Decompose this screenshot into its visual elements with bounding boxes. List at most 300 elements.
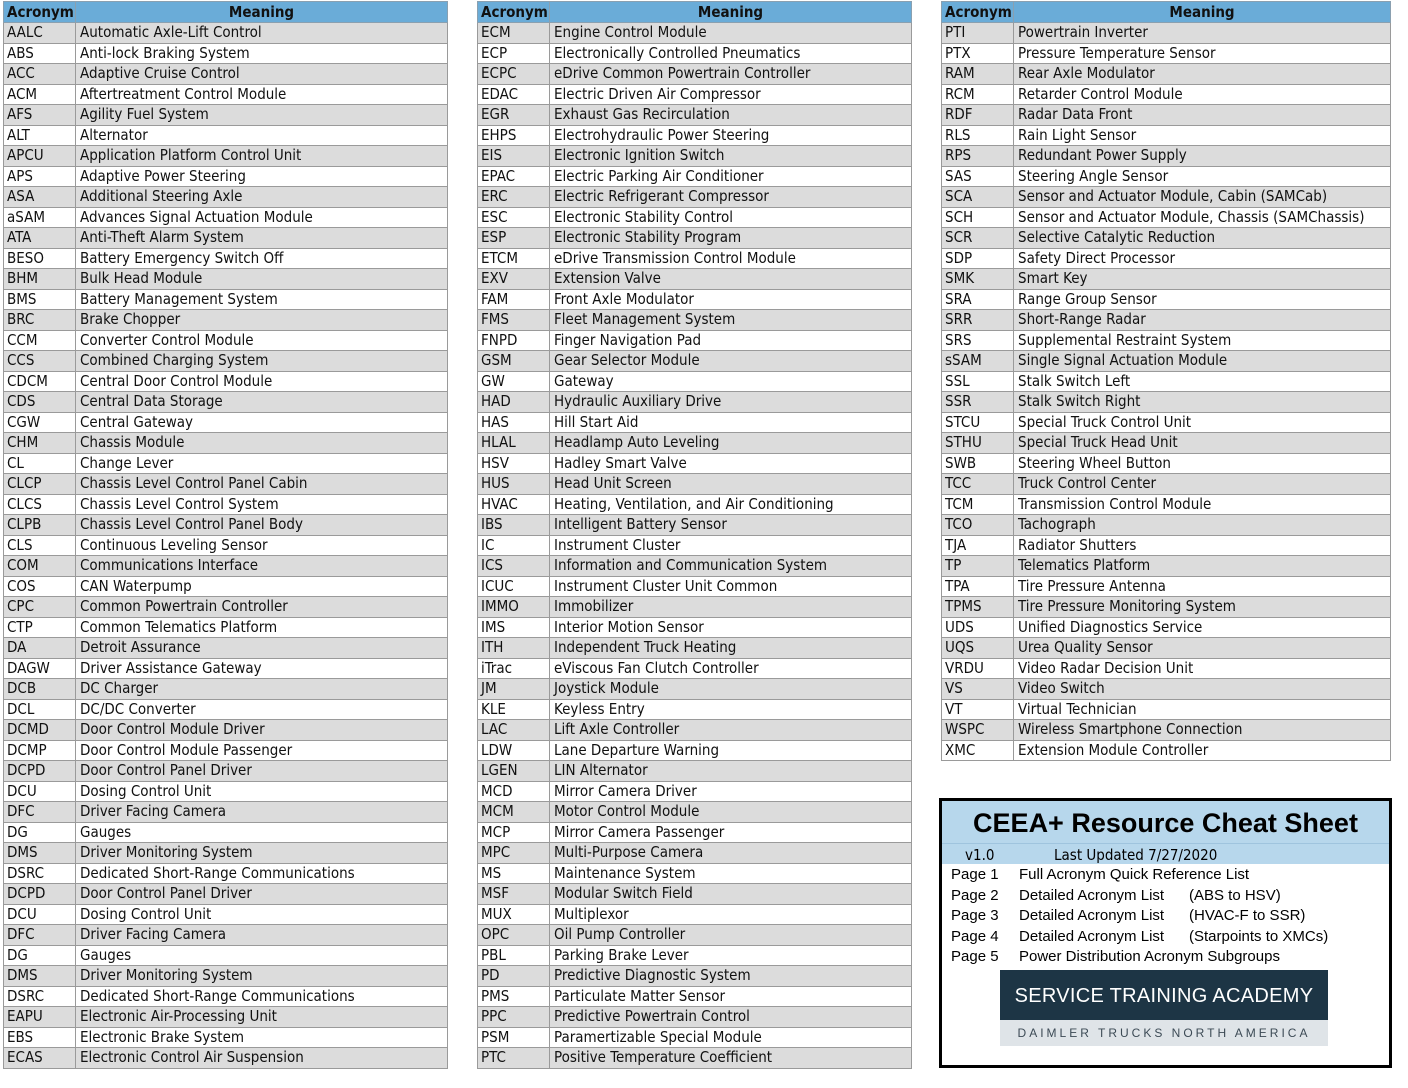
acronym-cell: SSL: [942, 371, 1014, 392]
meaning-cell: Anti-lock Braking System: [76, 43, 448, 64]
table-row: [478, 23, 912, 44]
table-row: [4, 699, 448, 720]
table-row: [942, 289, 1391, 310]
table-row: [478, 207, 912, 228]
meaning-cell: Rain Light Sensor: [1014, 125, 1391, 146]
acronym-cell: RAM: [942, 64, 1014, 85]
acronym-cell: BESO: [4, 248, 76, 269]
table-row: [4, 740, 448, 761]
acronym-cell: UDS: [942, 617, 1014, 638]
table-row: [4, 207, 448, 228]
table-row: [4, 330, 448, 351]
meaning-cell: Interior Motion Sensor: [550, 617, 912, 638]
page-number: Page 1: [951, 866, 999, 883]
acronym-cell: SDP: [942, 248, 1014, 269]
acronym-cell: CLPB: [4, 515, 76, 536]
page-description: Full Acronym Quick Reference List: [1019, 866, 1250, 883]
acronym-cell: SSR: [942, 392, 1014, 413]
meaning-cell: Radar Data Front: [1014, 105, 1391, 126]
page-range: (HVAC-F to SSR): [1189, 907, 1306, 924]
meaning-cell: Hadley Smart Valve: [550, 453, 912, 474]
meaning-cell: Electrohydraulic Power Steering: [550, 125, 912, 146]
table-row: [4, 781, 448, 802]
acronym-cell: ALT: [4, 125, 76, 146]
meaning-cell: Mirror Camera Passenger: [550, 822, 912, 843]
meaning-cell: Video Switch: [1014, 679, 1391, 700]
acronym-cell: IMS: [478, 617, 550, 638]
table-row: [4, 884, 448, 905]
table-row: [4, 187, 448, 208]
table-row: [478, 720, 912, 741]
acronym-cell: SCR: [942, 228, 1014, 249]
table-row: [942, 699, 1391, 720]
acronym-cell: PPC: [478, 1007, 550, 1028]
table-row: [4, 412, 448, 433]
acronym-cell: BMS: [4, 289, 76, 310]
table-row: [942, 43, 1391, 64]
acronym-cell: ETCM: [478, 248, 550, 269]
acronym-cell: CLCS: [4, 494, 76, 515]
meaning-cell: Agility Fuel System: [76, 105, 448, 126]
table-row: [4, 1048, 448, 1069]
table-row: [942, 187, 1391, 208]
meaning-cell: Front Axle Modulator: [550, 289, 912, 310]
table-row: [4, 720, 448, 741]
acronym-cell: APS: [4, 166, 76, 187]
acronym-cell: AFS: [4, 105, 76, 126]
acronym-cell: JM: [478, 679, 550, 700]
table-row: [942, 248, 1391, 269]
table-row: [4, 1027, 448, 1048]
table-row: [942, 453, 1391, 474]
meaning-cell: Multiplexor: [550, 904, 912, 925]
table-row: [4, 371, 448, 392]
table-row: [942, 166, 1391, 187]
meaning-cell: Selective Catalytic Reduction: [1014, 228, 1391, 249]
meaning-cell: Battery Management System: [76, 289, 448, 310]
acronym-cell: PD: [478, 966, 550, 987]
table-row: [4, 228, 448, 249]
table-row: [478, 515, 912, 536]
table-row: [4, 822, 448, 843]
table-row: [4, 597, 448, 618]
page-description: Detailed Acronym List: [1019, 927, 1165, 945]
table-row: [478, 617, 912, 638]
table-row: [942, 351, 1391, 372]
table-row: [478, 84, 912, 105]
meaning-cell: Particulate Matter Sensor: [550, 986, 912, 1007]
table-row: [4, 494, 448, 515]
table-row: [478, 658, 912, 679]
meaning-cell: Powertrain Inverter: [1014, 23, 1391, 44]
table-row: [942, 330, 1391, 351]
acronym-cell: EHPS: [478, 125, 550, 146]
table-row: [4, 945, 448, 966]
page-description: Detailed Acronym List: [1019, 886, 1165, 904]
acronym-cell: MCM: [478, 802, 550, 823]
acronym-cell: CGW: [4, 412, 76, 433]
table-row: [4, 125, 448, 146]
table-row: [478, 105, 912, 126]
table-row: [4, 105, 448, 126]
acronym-cell: SCA: [942, 187, 1014, 208]
acronym-cell: DA: [4, 638, 76, 659]
acronym-cell: SAS: [942, 166, 1014, 187]
acronym-cell: TCO: [942, 515, 1014, 536]
acronym-cell: RLS: [942, 125, 1014, 146]
table-row: [4, 351, 448, 372]
acronym-cell: ECP: [478, 43, 550, 64]
table-row: [478, 1048, 912, 1069]
table-row: [478, 392, 912, 413]
meaning-cell: Dosing Control Unit: [76, 904, 448, 925]
meaning-cell: Positive Temperature Coefficient: [550, 1048, 912, 1069]
table-row: [942, 720, 1391, 741]
table-row: [478, 289, 912, 310]
meaning-cell: Adaptive Cruise Control: [76, 64, 448, 85]
meaning-cell: Head Unit Screen: [550, 474, 912, 495]
meaning-cell: Lane Departure Warning: [550, 740, 912, 761]
table-row: [4, 576, 448, 597]
acronym-table-2: [477, 1, 912, 1069]
acronym-cell: IBS: [478, 515, 550, 536]
table-row: [4, 146, 448, 167]
acronym-cell: FNPD: [478, 330, 550, 351]
table-row: [478, 433, 912, 454]
meaning-cell: Multi-Purpose Camera: [550, 843, 912, 864]
meaning-cell: Tire Pressure Monitoring System: [1014, 597, 1391, 618]
table-row: [4, 638, 448, 659]
table-row: [4, 535, 448, 556]
meaning-cell: Driver Monitoring System: [76, 966, 448, 987]
meaning-cell: Special Truck Head Unit: [1014, 433, 1391, 454]
page-range: (Starpoints to XMCs): [1189, 927, 1329, 945]
table-row: [478, 494, 912, 515]
meaning-cell: Driver Monitoring System: [76, 843, 448, 864]
table-row: [478, 228, 912, 249]
acronym-cell: TPMS: [942, 597, 1014, 618]
acronym-header: Acronym: [4, 2, 76, 23]
meaning-cell: Single Signal Actuation Module: [1014, 351, 1391, 372]
meaning-cell: Redundant Power Supply: [1014, 146, 1391, 167]
meaning-cell: DC Charger: [76, 679, 448, 700]
table-row: [4, 925, 448, 946]
meaning-cell: Unified Diagnostics Service: [1014, 617, 1391, 638]
page-number: Page 5: [951, 948, 999, 965]
meaning-cell: Electronically Controlled Pneumatics: [550, 43, 912, 64]
table-row: [4, 1007, 448, 1028]
acronym-cell: DFC: [4, 925, 76, 946]
table-row: [4, 43, 448, 64]
table-row: [478, 125, 912, 146]
table-row: [478, 1027, 912, 1048]
table-row: [478, 822, 912, 843]
table-row: [4, 986, 448, 1007]
table-row: [942, 679, 1391, 700]
meaning-cell: Chassis Module: [76, 433, 448, 454]
meaning-cell: Radiator Shutters: [1014, 535, 1391, 556]
table-row: [478, 535, 912, 556]
page-number: Page 2: [951, 886, 999, 904]
meaning-cell: Electronic Stability Program: [550, 228, 912, 249]
acronym-cell: UQS: [942, 638, 1014, 659]
table-row: [478, 863, 912, 884]
table-row: [4, 64, 448, 85]
meaning-cell: Rear Axle Modulator: [1014, 64, 1391, 85]
acronym-cell: PTC: [478, 1048, 550, 1069]
page-index-row: [942, 906, 1389, 927]
meaning-cell: Telematics Platform: [1014, 556, 1391, 577]
meaning-cell: Chassis Level Control Panel Cabin: [76, 474, 448, 495]
meaning-cell: Oil Pump Controller: [550, 925, 912, 946]
table-row: [942, 310, 1391, 331]
acronym-cell: SRA: [942, 289, 1014, 310]
meaning-cell: Stalk Switch Right: [1014, 392, 1391, 413]
meaning-cell: Fleet Management System: [550, 310, 912, 331]
meaning-cell: eDrive Common Powertrain Controller: [550, 64, 912, 85]
meaning-cell: Headlamp Auto Leveling: [550, 433, 912, 454]
meaning-cell: Steering Angle Sensor: [1014, 166, 1391, 187]
meaning-header: Meaning: [550, 2, 912, 23]
meaning-cell: Additional Steering Axle: [76, 187, 448, 208]
table-row: [478, 945, 912, 966]
meaning-cell: Finger Navigation Pad: [550, 330, 912, 351]
acronym-cell: CHM: [4, 433, 76, 454]
acronym-cell: ATA: [4, 228, 76, 249]
meaning-cell: Battery Emergency Switch Off: [76, 248, 448, 269]
meaning-cell: DC/DC Converter: [76, 699, 448, 720]
table-row: [942, 228, 1391, 249]
meaning-cell: Door Control Panel Driver: [76, 884, 448, 905]
meaning-cell: Advances Signal Actuation Module: [76, 207, 448, 228]
acronym-cell: XMC: [942, 740, 1014, 761]
meaning-cell: LIN Alternator: [550, 761, 912, 782]
meaning-cell: Dosing Control Unit: [76, 781, 448, 802]
table-row: [4, 904, 448, 925]
meaning-cell: Electronic Ignition Switch: [550, 146, 912, 167]
acronym-cell: MUX: [478, 904, 550, 925]
meaning-cell: Electronic Air-Processing Unit: [76, 1007, 448, 1028]
acronym-cell: DMS: [4, 966, 76, 987]
meaning-cell: Pressure Temperature Sensor: [1014, 43, 1391, 64]
acronym-cell: MCD: [478, 781, 550, 802]
meaning-cell: Door Control Panel Driver: [76, 761, 448, 782]
logo-subtitle: DAIMLER TRUCKS NORTH AMERICA: [1000, 1020, 1328, 1046]
meaning-cell: Tachograph: [1014, 515, 1391, 536]
acronym-cell: APCU: [4, 146, 76, 167]
acronym-cell: FAM: [478, 289, 550, 310]
meaning-cell: Electronic Control Air Suspension: [76, 1048, 448, 1069]
meaning-cell: Safety Direct Processor: [1014, 248, 1391, 269]
table-row: [942, 64, 1391, 85]
table-row: [4, 761, 448, 782]
meaning-cell: Electric Driven Air Compressor: [550, 84, 912, 105]
page-range: (ABS to HSV): [1189, 886, 1281, 904]
acronym-cell: OPC: [478, 925, 550, 946]
table-row: [478, 248, 912, 269]
table-row: [478, 638, 912, 659]
acronym-cell: SMK: [942, 269, 1014, 290]
meaning-cell: Driver Assistance Gateway: [76, 658, 448, 679]
logo-title: SERVICE TRAINING ACADEMY: [1000, 970, 1328, 1020]
acronym-cell: DMS: [4, 843, 76, 864]
meaning-cell: Transmission Control Module: [1014, 494, 1391, 515]
acronym-cell: GW: [478, 371, 550, 392]
table-row: [4, 84, 448, 105]
meaning-cell: CAN Waterpump: [76, 576, 448, 597]
table-row: [478, 43, 912, 64]
meaning-cell: Brake Chopper: [76, 310, 448, 331]
table-header-row: [942, 2, 1391, 23]
acronym-cell: ECAS: [4, 1048, 76, 1069]
meaning-cell: Modular Switch Field: [550, 884, 912, 905]
acronym-cell: MPC: [478, 843, 550, 864]
acronym-cell: VRDU: [942, 658, 1014, 679]
meaning-cell: Video Radar Decision Unit: [1014, 658, 1391, 679]
meaning-cell: Gauges: [76, 945, 448, 966]
acronym-cell: ACC: [4, 64, 76, 85]
meaning-cell: Predictive Diagnostic System: [550, 966, 912, 987]
acronym-cell: ESC: [478, 207, 550, 228]
meaning-cell: Urea Quality Sensor: [1014, 638, 1391, 659]
meaning-cell: Range Group Sensor: [1014, 289, 1391, 310]
table-row: [4, 802, 448, 823]
acronym-cell: CL: [4, 453, 76, 474]
acronym-cell: TCM: [942, 494, 1014, 515]
table-row: [942, 412, 1391, 433]
acronym-cell: iTrac: [478, 658, 550, 679]
page-number: Page 3: [951, 907, 999, 924]
table-row: [942, 269, 1391, 290]
meaning-cell: Electric Parking Air Conditioner: [550, 166, 912, 187]
acronym-cell: ICS: [478, 556, 550, 577]
acronym-cell: DG: [4, 945, 76, 966]
table-row: [942, 84, 1391, 105]
meaning-cell: Mirror Camera Driver: [550, 781, 912, 802]
meaning-cell: Electronic Brake System: [76, 1027, 448, 1048]
acronym-cell: HLAL: [478, 433, 550, 454]
meaning-cell: Gauges: [76, 822, 448, 843]
acronym-cell: TP: [942, 556, 1014, 577]
version-label: v1.0: [965, 846, 995, 864]
acronym-cell: CCM: [4, 330, 76, 351]
meaning-cell: Engine Control Module: [550, 23, 912, 44]
meaning-cell: Gear Selector Module: [550, 351, 912, 372]
meaning-cell: Extension Module Controller: [1014, 740, 1391, 761]
table-row: [4, 556, 448, 577]
table-row: [478, 412, 912, 433]
table-row: [942, 433, 1391, 454]
acronym-cell: DCL: [4, 699, 76, 720]
meaning-cell: Motor Control Module: [550, 802, 912, 823]
table-row: [942, 576, 1391, 597]
acronym-cell: IC: [478, 535, 550, 556]
last-updated-label: Last Updated 7/27/2020: [1054, 846, 1218, 864]
meaning-cell: Driver Facing Camera: [76, 802, 448, 823]
table-row: [4, 966, 448, 987]
acronym-cell: DCB: [4, 679, 76, 700]
meaning-cell: Smart Key: [1014, 269, 1391, 290]
acronym-cell: PSM: [478, 1027, 550, 1048]
table-row: [478, 576, 912, 597]
acronym-cell: HSV: [478, 453, 550, 474]
acronym-cell: SWB: [942, 453, 1014, 474]
meaning-cell: eViscous Fan Clutch Controller: [550, 658, 912, 679]
table-row: [942, 638, 1391, 659]
table-header-row: [478, 2, 912, 23]
table-row: [942, 125, 1391, 146]
meaning-cell: Central Data Storage: [76, 392, 448, 413]
acronym-cell: DCMD: [4, 720, 76, 741]
meaning-cell: Anti-Theft Alarm System: [76, 228, 448, 249]
meaning-cell: Lift Axle Controller: [550, 720, 912, 741]
table-row: [478, 351, 912, 372]
meaning-cell: Central Gateway: [76, 412, 448, 433]
meaning-cell: Hill Start Aid: [550, 412, 912, 433]
meaning-cell: Short-Range Radar: [1014, 310, 1391, 331]
acronym-cell: RDF: [942, 105, 1014, 126]
meaning-cell: Aftertreatment Control Module: [76, 84, 448, 105]
meaning-cell: Paramertizable Special Module: [550, 1027, 912, 1048]
table-row: [478, 884, 912, 905]
acronym-cell: RCM: [942, 84, 1014, 105]
meaning-cell: Door Control Module Passenger: [76, 740, 448, 761]
acronym-cell: DFC: [4, 802, 76, 823]
table-row: [478, 904, 912, 925]
meaning-cell: Alternator: [76, 125, 448, 146]
meaning-cell: Sensor and Actuator Module, Chassis (SAMChassis): [1014, 207, 1391, 228]
acronym-cell: sSAM: [942, 351, 1014, 372]
meaning-cell: Truck Control Center: [1014, 474, 1391, 495]
acronym-cell: MCP: [478, 822, 550, 843]
meaning-cell: Continuous Leveling Sensor: [76, 535, 448, 556]
meaning-cell: Predictive Powertrain Control: [550, 1007, 912, 1028]
meaning-cell: Wireless Smartphone Connection: [1014, 720, 1391, 741]
acronym-cell: VT: [942, 699, 1014, 720]
page-index-row: [942, 927, 1389, 948]
table-row: [4, 166, 448, 187]
acronym-cell: ACM: [4, 84, 76, 105]
meaning-cell: Automatic Axle-Lift Control: [76, 23, 448, 44]
acronym-table-3: [941, 1, 1391, 761]
table-row: [478, 843, 912, 864]
meaning-cell: Gateway: [550, 371, 912, 392]
meaning-header: Meaning: [1014, 2, 1391, 23]
meaning-cell: Sensor and Actuator Module, Cabin (SAMCab): [1014, 187, 1391, 208]
table-row: [4, 23, 448, 44]
table-row: [478, 802, 912, 823]
acronym-header: Acronym: [478, 2, 550, 23]
meaning-cell: Detroit Assurance: [76, 638, 448, 659]
acronym-cell: ECM: [478, 23, 550, 44]
meaning-cell: Electronic Stability Control: [550, 207, 912, 228]
acronym-cell: CDS: [4, 392, 76, 413]
table-row: [942, 617, 1391, 638]
acronym-cell: TPA: [942, 576, 1014, 597]
acronym-cell: LDW: [478, 740, 550, 761]
table-row: [478, 474, 912, 495]
cheat-sheet-title: CEEA+ Resource Cheat Sheet: [942, 801, 1389, 843]
acronym-cell: KLE: [478, 699, 550, 720]
meaning-cell: Common Powertrain Controller: [76, 597, 448, 618]
acronym-cell: DCPD: [4, 884, 76, 905]
acronym-cell: EBS: [4, 1027, 76, 1048]
table-row: [4, 310, 448, 331]
table-row: [942, 207, 1391, 228]
meaning-cell: Electric Refrigerant Compressor: [550, 187, 912, 208]
table-row: [942, 515, 1391, 536]
service-training-academy-logo: [1000, 970, 1328, 1046]
